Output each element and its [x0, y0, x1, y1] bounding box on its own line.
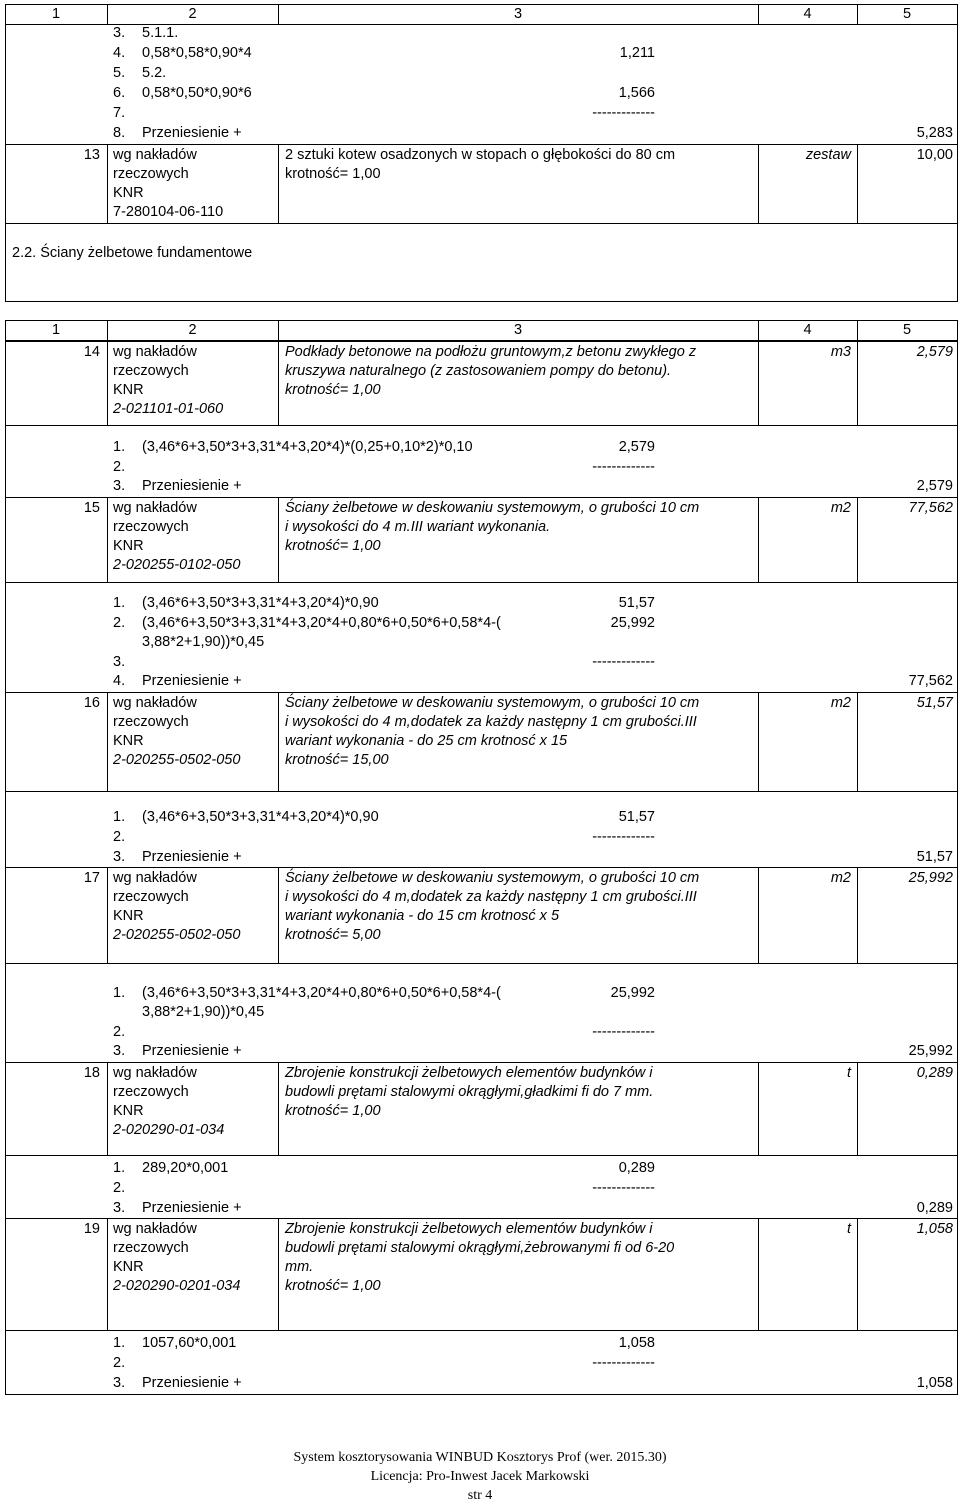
item-description: Ściany żelbetowe w deskowaniu systemowym, o grubości 10 cm i wysokości do 4 m,dodatek za każdy następny 1 cm grubości.III wariant wykonania - do 25 cm krotnosć x 15 krotność= 15,00 — [285, 695, 700, 768]
calc-row-value: 25,992 — [610, 985, 655, 1001]
calc-row-value: ------------- — [592, 1355, 655, 1371]
calc-row-number: 1. — [113, 595, 126, 611]
item-number: 18 — [83, 1065, 100, 1081]
column-header: 3 — [513, 6, 523, 22]
calc-row-value: 51,57 — [618, 595, 655, 611]
rule-line — [857, 692, 858, 792]
rule-line — [5, 144, 957, 145]
basis-line-3: KNR — [113, 185, 144, 201]
rule-line — [857, 867, 858, 964]
rule-line — [758, 341, 759, 426]
basis-line-1: wg nakładów — [113, 344, 197, 360]
item-unit: t — [846, 1065, 851, 1081]
item-description: Zbrojenie konstrukcji żelbetowych elementów budynków i budowli prętami stalowymi okrągłymi,gładkimi fi do 7 mm. krotność= 1,00 — [285, 1065, 654, 1119]
rule-line — [5, 1062, 957, 1063]
rule-line — [857, 320, 858, 341]
basis-line-2: rzeczowych — [113, 1240, 189, 1256]
rule-line — [758, 4, 759, 25]
rule-line — [5, 1155, 957, 1156]
column-header: 1 — [51, 6, 61, 22]
item-description: Zbrojenie konstrukcji żelbetowych elementów budynków i budowli prętami stalowymi okrągłymi,żebrowanymi fi od 6-20 mm. krotność= 1,00 — [285, 1221, 675, 1294]
basis-line-1: wg nakładów — [113, 1221, 197, 1237]
catalog-code: 7-280104-06-110 — [113, 204, 224, 220]
item-number: 13 — [83, 147, 100, 163]
catalog-code: 2-020255-0502-050 — [113, 752, 241, 768]
column-header: 4 — [803, 322, 812, 338]
calc-row-expression: (3,46*6+3,50*3+3,31*4+3,20*4+0,80*6+0,50*6+0,58*4-( 3,88*2+1,90))*0,45 — [142, 985, 501, 1020]
calc-row-value: ------------- — [592, 1024, 655, 1040]
rule-line — [278, 867, 279, 964]
rule-line — [107, 1218, 108, 1331]
carry-row-value: 1,058 — [916, 1375, 953, 1391]
calc-row-number: 1. — [113, 809, 126, 825]
rule-line — [5, 1394, 957, 1395]
footer-software: System kosztorysowania WINBUD Kosztorys Prof (wer. 2015.30) — [293, 1450, 667, 1465]
rule-line — [107, 497, 108, 583]
carry-row-value: 0,289 — [916, 1200, 953, 1216]
basis-line-1: wg nakładów — [113, 1065, 197, 1081]
rule-line — [758, 1062, 759, 1156]
calc-row-value: ------------- — [592, 459, 655, 475]
rule-line — [107, 341, 108, 426]
item-unit: m3 — [830, 344, 851, 360]
item-number: 17 — [83, 870, 100, 886]
basis-line-2: rzeczowych — [113, 1084, 189, 1100]
rule-line — [5, 1330, 957, 1331]
catalog-code: 2-020290-0201-034 — [113, 1278, 241, 1294]
calc-row-value: 0,289 — [618, 1160, 655, 1176]
basis-line-1: wg nakładów — [113, 147, 197, 163]
calc-row-number: 2. — [113, 459, 126, 475]
calc-row-value: 51,57 — [618, 809, 655, 825]
calc-row-expression: 5.2. — [142, 65, 167, 81]
item-unit: t — [846, 1221, 851, 1237]
calc-row-value: ------------- — [592, 1180, 655, 1196]
carry-row-label: Przeniesienie + — [142, 125, 242, 141]
item-quantity: 0,289 — [916, 1065, 953, 1081]
basis-line-3: KNR — [113, 538, 144, 554]
item-number: 14 — [83, 344, 100, 360]
calc-row-expression: 0,58*0,50*0,90*6 — [142, 85, 252, 101]
rule-line — [857, 4, 858, 25]
column-header: 2 — [188, 6, 197, 22]
rule-line — [5, 425, 957, 426]
calc-row-value: 1,566 — [618, 85, 655, 101]
carry-row-number: 3. — [113, 849, 126, 865]
rule-line — [278, 144, 279, 224]
basis-line-3: KNR — [113, 733, 144, 749]
item-unit: m2 — [830, 500, 851, 516]
calc-row-number: 7. — [113, 105, 126, 121]
rule-line — [758, 692, 759, 792]
rule-line — [5, 497, 957, 498]
rule-line — [758, 320, 759, 341]
carry-row-label: Przeniesienie + — [142, 673, 242, 689]
basis-line-3: KNR — [113, 1259, 144, 1275]
basis-line-1: wg nakładów — [113, 870, 197, 886]
rule-line — [107, 692, 108, 792]
basis-line-2: rzeczowych — [113, 166, 189, 182]
calc-row-expression: (3,46*6+3,50*3+3,31*4+3,20*4)*0,90 — [142, 809, 379, 825]
basis-line-2: rzeczowych — [113, 889, 189, 905]
carry-row-value: 5,283 — [916, 125, 953, 141]
calc-row-expression: 1057,60*0,001 — [142, 1335, 237, 1351]
item-description: Ściany żelbetowe w deskowaniu systemowym, o grubości 10 cm i wysokości do 4 m,dodatek za każdy następny 1 cm grubości.III wariant wykonania - do 15 cm krotnosć x 5 krotność= 5,00 — [285, 870, 700, 943]
rule-line — [758, 144, 759, 224]
rule-line — [278, 4, 279, 25]
calc-row-number: 1. — [113, 439, 126, 455]
rule-line — [107, 144, 108, 224]
calc-row-expression: (3,46*6+3,50*3+3,31*4+3,20*4)*0,90 — [142, 595, 379, 611]
calc-row-expression: (3,46*6+3,50*3+3,31*4+3,20*4+0,80*6+0,50*6+0,58*4-( 3,88*2+1,90))*0,45 — [142, 615, 501, 650]
rule-line — [5, 223, 6, 302]
item-description: 2 sztuki kotew osadzonych w stopach o głębokości do 80 cm krotność= 1,00 — [285, 147, 676, 182]
rule-line — [5, 692, 957, 693]
rule-line — [278, 497, 279, 583]
rule-line — [957, 320, 958, 1395]
item-quantity: 77,562 — [908, 500, 953, 516]
rule-line — [5, 582, 957, 583]
rule-line — [278, 1062, 279, 1156]
catalog-code: 2-020290-01-034 — [113, 1122, 225, 1138]
calc-row-number: 5. — [113, 65, 126, 81]
rule-line — [5, 320, 6, 1395]
rule-line — [857, 1062, 858, 1156]
carry-row-value: 2,579 — [916, 478, 953, 494]
calc-row-value: 1,058 — [618, 1335, 655, 1351]
rule-line — [107, 320, 108, 341]
calc-row-number: 2. — [113, 1024, 126, 1040]
rule-line — [278, 341, 279, 426]
rule-line — [5, 223, 957, 224]
catalog-code: 2-021101-01-060 — [113, 401, 224, 417]
basis-line-3: KNR — [113, 908, 144, 924]
rule-line — [857, 144, 858, 224]
rule-line — [107, 867, 108, 964]
carry-row-number: 3. — [113, 1200, 126, 1216]
column-header: 5 — [902, 322, 912, 338]
catalog-code: 2-020255-0502-050 — [113, 927, 241, 943]
rule-line — [5, 144, 6, 224]
basis-line-3: KNR — [113, 382, 144, 398]
basis-line-3: KNR — [113, 1103, 144, 1119]
calc-row-number: 1. — [113, 985, 126, 1001]
rule-line — [957, 144, 958, 224]
calc-row-value: 25,992 — [610, 615, 655, 631]
calc-row-expression: 289,20*0,001 — [142, 1160, 229, 1176]
rule-line — [107, 1062, 108, 1156]
calc-row-expression: (3,46*6+3,50*3+3,31*4+3,20*4)*(0,25+0,10*2)*0,10 — [142, 439, 473, 455]
calc-row-expression: 0,58*0,58*0,90*4 — [142, 45, 252, 61]
carry-row-number: 3. — [113, 1375, 126, 1391]
footer-page-number: str 4 — [467, 1488, 493, 1503]
item-number: 15 — [83, 500, 100, 516]
item-quantity: 51,57 — [916, 695, 953, 711]
carry-row-value: 25,992 — [908, 1043, 953, 1059]
item-quantity: 2,579 — [916, 344, 953, 360]
item-quantity: 25,992 — [908, 870, 953, 886]
rule-line — [758, 1218, 759, 1331]
basis-line-2: rzeczowych — [113, 519, 189, 535]
calc-row-number: 1. — [113, 1160, 126, 1176]
calc-row-value: ------------- — [592, 829, 655, 845]
rule-line — [857, 497, 858, 583]
item-quantity: 1,058 — [916, 1221, 953, 1237]
calc-row-number: 3. — [113, 25, 126, 41]
carry-row-label: Przeniesienie + — [142, 1200, 242, 1216]
basis-line-1: wg nakładów — [113, 500, 197, 516]
calc-row-value: 1,211 — [619, 45, 655, 61]
rule-line — [957, 223, 958, 302]
carry-row-label: Przeniesienie + — [142, 1375, 242, 1391]
carry-row-label: Przeniesienie + — [142, 1043, 242, 1059]
column-header: 2 — [188, 322, 197, 338]
rule-line — [5, 301, 957, 302]
calc-row-value: ------------- — [592, 654, 655, 670]
rule-line — [758, 867, 759, 964]
column-header: 5 — [902, 6, 912, 22]
column-header: 4 — [803, 6, 812, 22]
rule-line — [857, 341, 858, 426]
carry-row-label: Przeniesienie + — [142, 849, 242, 865]
item-quantity: 10,00 — [916, 147, 953, 163]
basis-line-1: wg nakładów — [113, 695, 197, 711]
item-unit: zestaw — [805, 147, 851, 163]
footer-license: Licencja: Pro-Inwest Jacek Markowski — [370, 1469, 590, 1484]
calc-row-number: 3. — [113, 654, 126, 670]
calc-row-number: 1. — [113, 1335, 126, 1351]
item-number: 16 — [83, 695, 100, 711]
carry-row-label: Przeniesienie + — [142, 478, 242, 494]
calc-row-number: 2. — [113, 1180, 126, 1196]
basis-line-2: rzeczowych — [113, 363, 189, 379]
calc-row-value: ------------- — [592, 105, 655, 121]
rule-line — [278, 1218, 279, 1331]
calc-row-value: 2,579 — [618, 439, 655, 455]
carry-row-value: 77,562 — [908, 673, 953, 689]
rule-line — [758, 497, 759, 583]
rule-line — [278, 320, 279, 341]
column-header: 1 — [51, 322, 61, 338]
item-unit: m2 — [830, 870, 851, 886]
carry-row-number: 3. — [113, 1043, 126, 1059]
carry-row-number: 8. — [113, 125, 126, 141]
carry-row-number: 4. — [113, 673, 126, 689]
rule-line — [5, 791, 957, 792]
carry-row-value: 51,57 — [916, 849, 953, 865]
column-header: 3 — [513, 322, 523, 338]
calc-row-number: 2. — [113, 1355, 126, 1371]
rule-line — [857, 1218, 858, 1331]
rule-line — [5, 867, 957, 868]
rule-line — [278, 692, 279, 792]
item-description: Ściany żelbetowe w deskowaniu systemowym, o grubości 10 cm i wysokości do 4 m.III wariant wykonania. krotność= 1,00 — [285, 500, 700, 554]
rule-line — [5, 341, 957, 342]
section-title: 2.2. Ściany żelbetowe fundamentowe — [12, 245, 253, 261]
rule-line — [5, 1218, 957, 1219]
catalog-code: 2-020255-0102-050 — [113, 557, 241, 573]
rule-line — [5, 963, 957, 964]
calc-row-number: 2. — [113, 615, 126, 631]
item-description: Podkłady betonowe na podłożu gruntowym,z betonu zwykłego z kruszywa naturalnego (z zastosowaniem pompy do betonu). krotność= 1,00 — [285, 344, 697, 398]
rule-line — [107, 4, 108, 25]
item-number: 19 — [83, 1221, 100, 1237]
calc-row-number: 2. — [113, 829, 126, 845]
calc-row-number: 4. — [113, 45, 126, 61]
calc-row-number: 6. — [113, 85, 126, 101]
carry-row-number: 3. — [113, 478, 126, 494]
basis-line-2: rzeczowych — [113, 714, 189, 730]
item-unit: m2 — [830, 695, 851, 711]
calc-row-expression: 5.1.1. — [142, 25, 179, 41]
